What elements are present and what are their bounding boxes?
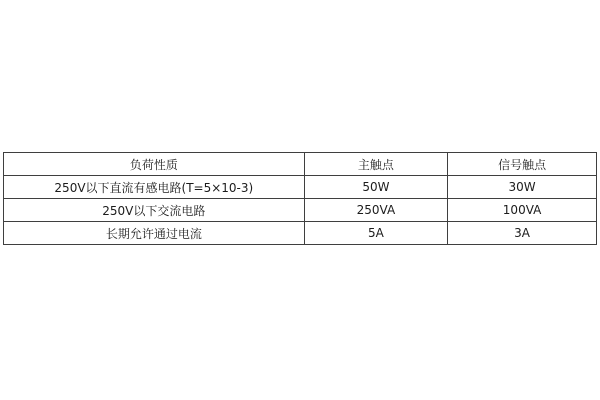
- table-row: [4, 176, 597, 199]
- table-cell-signal-contact: 3A: [448, 222, 597, 245]
- table-row: [4, 199, 597, 222]
- column-header-signal-contact: 信号触点: [448, 153, 597, 176]
- table-cell-load-nature: 长期允许通过电流: [4, 222, 305, 245]
- table-cell-main-contact: 50W: [304, 176, 448, 199]
- table-header-row: [4, 153, 597, 176]
- table-cell-main-contact: 5A: [304, 222, 448, 245]
- column-header-load-nature: 负荷性质: [4, 153, 305, 176]
- column-header-main-contact: 主触点: [304, 153, 448, 176]
- table-cell-load-nature: 250V以下交流电路: [4, 199, 305, 222]
- table-cell-signal-contact: 30W: [448, 176, 597, 199]
- table-row: [4, 222, 597, 245]
- table-cell-main-contact: 250VA: [304, 199, 448, 222]
- table-cell-signal-contact: 100VA: [448, 199, 597, 222]
- contact-ratings-table: [3, 152, 597, 245]
- table-cell-load-nature: 250V以下直流有感电路(T=5×10-3): [4, 176, 305, 199]
